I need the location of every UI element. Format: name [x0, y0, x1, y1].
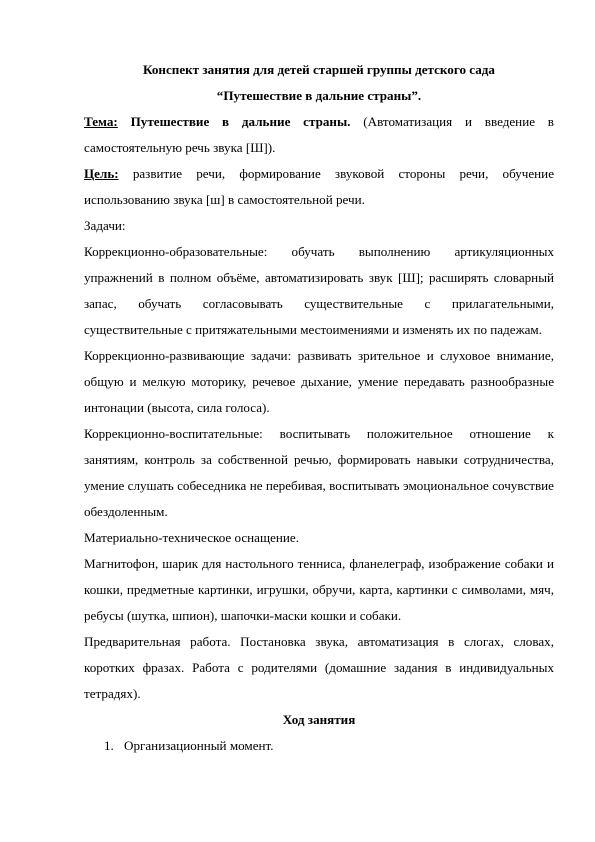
equipment-paragraph: Магнитофон, шарик для настольного тенниса, фланелеграф, изображение собаки и кошки, предметные картинки, игрушки, обручи, карта, картинки с символами, мяч, ребусы (шутка, шпион), шапочки-маски кошки и собаки. — [84, 556, 554, 623]
correction-development-paragraph: Коррекционно-развивающие задачи: развивать зрительное и слуховое внимание, общую и мелкую моторику, речевое дыхание, умение передавать разнообразные интонации (высота, сила голоса). — [84, 348, 554, 415]
preliminary-paragraph: Предварительная работа. Постановка звука, автоматизация в слогах, словах, коротких фразах. Работа с родителями (домашние задания в индивидуальных тетрадях). — [84, 634, 554, 701]
goal-label: Цель: — [84, 166, 119, 181]
list-item-number: 1. — [104, 738, 114, 753]
goal-text: развитие речи, формирование звуковой стороны речи, обучение использованию звука [ш] в самостоятельной речи. — [84, 166, 554, 207]
topic-text: (Автоматизация и введение в самостоятельную речь звука [Ш]). — [84, 114, 554, 155]
list-item-text: Организационный момент. — [124, 738, 274, 753]
document-title-line1: Конспект занятия для детей старшей группы детского сада — [143, 62, 495, 77]
topic-label: Тема: — [84, 114, 118, 129]
lesson-heading: Ход занятия — [282, 712, 356, 727]
equipment-label: Материально-техническое оснащение. — [84, 530, 299, 545]
tasks-label: Задачи: — [84, 218, 126, 233]
topic-bold-text: Путешествие в дальние страны. — [117, 114, 351, 129]
correction-education-paragraph: Коррекционно-образовательные: обучать выполнению артикуляционных упражнений в полном объёме, автоматизировать звук [Ш]; расширять словарный запас, обучать согласовывать существительные с прилагательными, существительные с притяжательными местоимениями и изменять их по падежам. — [84, 244, 554, 337]
document-title-line2: “Путешествие в дальние страны”. — [216, 88, 422, 103]
goal-paragraph — [84, 161, 554, 213]
correction-upbringing-paragraph: Коррекционно-воспитательные: воспитывать положительное отношение к занятиям, контроль за собственной речью, формировать навыки сотрудничества, умение слушать собеседника не перебивая, воспитывать эмоциональное сочувствие обездоленным. — [84, 426, 554, 519]
list-item — [84, 733, 554, 759]
document-page — [84, 57, 554, 759]
topic-paragraph — [84, 109, 554, 161]
